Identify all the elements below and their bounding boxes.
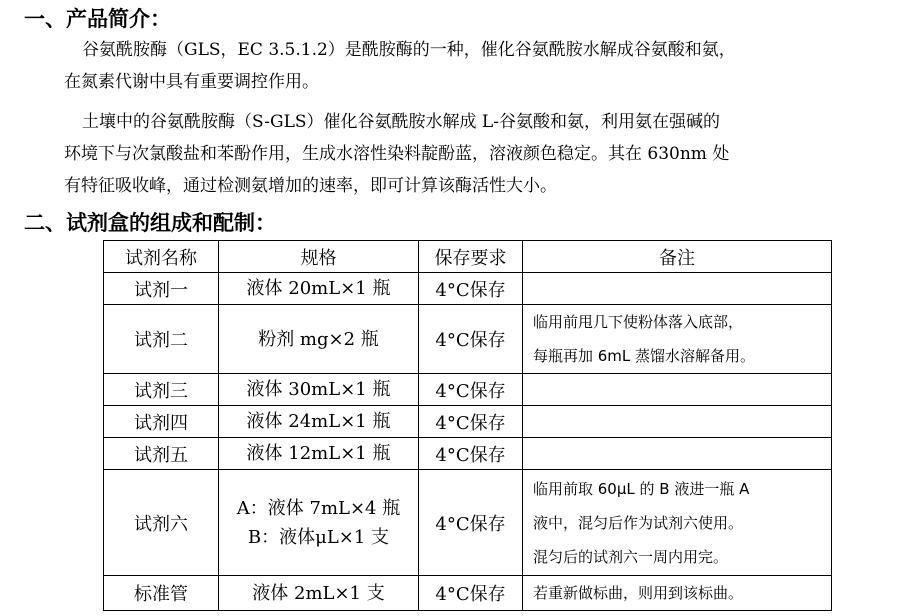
spec-line: 液体 20mL×1 瓶 bbox=[246, 278, 391, 299]
text-line: 谷氨酰胺酶（GLS，EC 3.5.1.2）是酰胺酶的一种，催化谷氨酰胺水解成谷氨酸和氨， bbox=[82, 40, 736, 60]
reagent-spec bbox=[219, 438, 419, 470]
header-cell-note: 备注 bbox=[523, 241, 832, 273]
text-line: 环境下与次氯酸盐和苯酚作用，生成水溶性染料靛酚蓝，溶液颜色稳定。其在 630nm 处 bbox=[64, 144, 730, 164]
table-row bbox=[104, 576, 832, 611]
reagent-note bbox=[523, 305, 832, 374]
reagent-table bbox=[103, 240, 832, 611]
reagent-storage: 4°C保存 bbox=[419, 470, 523, 576]
reagent-storage: 4°C保存 bbox=[419, 438, 523, 470]
text-line: 土壤中的谷氨酰胺酶（S-GLS）催化谷氨酰胺水解成 L-谷氨酸和氨，利用氨在强碱的 bbox=[82, 112, 720, 132]
reagent-note bbox=[523, 438, 832, 470]
spec-line: 液体 30mL×1 瓶 bbox=[246, 379, 391, 400]
reagent-name: 试剂二 bbox=[104, 305, 219, 374]
table-row bbox=[104, 406, 832, 438]
header-cell-name: 试剂名称 bbox=[104, 241, 219, 273]
spec-line: 液体 2mL×1 支 bbox=[252, 582, 385, 604]
reagent-spec bbox=[219, 305, 419, 374]
section-heading-kit: 二、试剂盒的组成和配制： bbox=[24, 211, 276, 235]
intro-paragraph-1 bbox=[64, 34, 914, 98]
reagent-spec bbox=[219, 406, 419, 438]
reagent-spec bbox=[219, 576, 419, 611]
table-row bbox=[104, 273, 832, 305]
reagent-storage: 4°C保存 bbox=[419, 406, 523, 438]
reagent-storage: 4°C保存 bbox=[419, 305, 523, 374]
note-line: 临用前甩几下使粉体落入底部， bbox=[533, 313, 744, 331]
note-line: 若重新做标曲，则用到该标曲。 bbox=[533, 584, 744, 602]
spec-line: B：液体μL×1 支 bbox=[247, 526, 390, 548]
note-line: 液中，混匀后作为试剂六使用。 bbox=[533, 513, 744, 532]
table-row bbox=[104, 305, 832, 374]
reagent-note bbox=[523, 406, 832, 438]
reagent-name: 试剂四 bbox=[104, 406, 219, 438]
reagent-name: 试剂五 bbox=[104, 438, 219, 470]
reagent-note bbox=[523, 470, 832, 576]
spec-line: 液体 12mL×1 瓶 bbox=[246, 443, 391, 464]
spec-line: 液体 24mL×1 瓶 bbox=[246, 411, 391, 432]
section-heading-intro: 一、产品简介： bbox=[24, 7, 171, 31]
reagent-note bbox=[523, 576, 832, 611]
reagent-storage: 4°C保存 bbox=[419, 374, 523, 406]
reagent-name: 标准管 bbox=[104, 576, 219, 611]
text-line: 有特征吸收峰，通过检测氨增加的速率，即可计算该酶活性大小。 bbox=[64, 176, 557, 196]
reagent-spec bbox=[219, 470, 419, 576]
note-line: 混匀后的试剂六一周内用完。 bbox=[533, 547, 729, 566]
reagent-spec bbox=[219, 374, 419, 406]
reagent-spec bbox=[219, 273, 419, 305]
spec-line: A：液体 7mL×4 瓶 bbox=[236, 497, 401, 519]
reagent-name: 试剂三 bbox=[104, 374, 219, 406]
reagent-note bbox=[523, 273, 832, 305]
table-row bbox=[104, 470, 832, 576]
note-line: 每瓶再加 6mL 蒸馏水溶解备用。 bbox=[533, 347, 756, 365]
reagent-storage: 4°C保存 bbox=[419, 273, 523, 305]
note-line: 临用前取 60μL 的 B 液进一瓶 A bbox=[533, 479, 750, 498]
spec-line: 粉剂 mg×2 瓶 bbox=[258, 328, 379, 350]
text-line: 在氮素代谢中具有重要调控作用。 bbox=[64, 72, 319, 92]
header-cell-storage: 保存要求 bbox=[419, 241, 523, 273]
reagent-name: 试剂六 bbox=[104, 470, 219, 576]
header-cell-spec: 规格 bbox=[219, 241, 419, 273]
table-row bbox=[104, 438, 832, 470]
reagent-note bbox=[523, 374, 832, 406]
intro-paragraph-2 bbox=[64, 106, 914, 202]
table-header-row bbox=[104, 241, 832, 273]
table-row bbox=[104, 374, 832, 406]
reagent-name: 试剂一 bbox=[104, 273, 219, 305]
reagent-storage: 4°C保存 bbox=[419, 576, 523, 611]
